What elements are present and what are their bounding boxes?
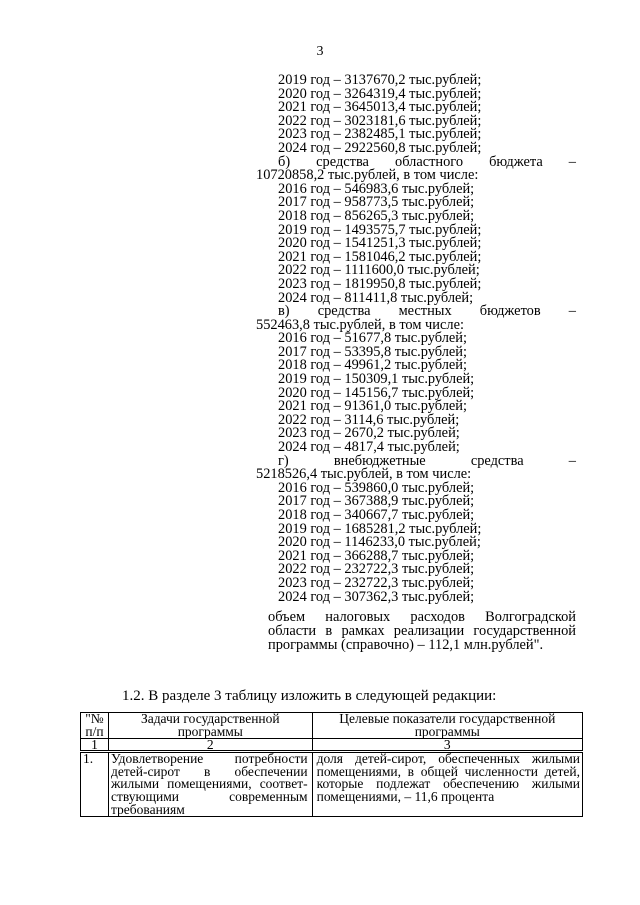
- row-goal: доля детей-сирот, обеспеченных жилыми помещениями, в общей численности детей, которые подлежат обеспечению жилыми помещениями, – 11,6 процента: [312, 752, 582, 817]
- heading-word: средства: [470, 452, 524, 469]
- heading-word: б): [278, 153, 291, 170]
- table-row: [81, 752, 583, 817]
- year-amount-line: 2024 год – 2922560,8 тыс.рублей;: [278, 139, 482, 156]
- heading-word: средства: [317, 303, 371, 320]
- heading-word: –: [568, 303, 576, 320]
- federal-years-list: [268, 74, 576, 156]
- year-amount-line: 2020 год – 1146233,0 тыс.рублей;: [278, 534, 481, 551]
- header-indicators: Целевые показатели государственной программы: [312, 713, 582, 739]
- heading-word: бюджетов: [479, 303, 541, 320]
- year-amount-line: 2019 год – 150309,1 тыс.рублей;: [278, 371, 475, 388]
- tax-expenditure-paragraph: объем налоговых расходов Волгоградской области в рамках реализации государственной программы (справочно) – 112,1 млн.рублей".: [268, 609, 576, 654]
- year-amount-line: 2018 год – 856265,3 тыс.рублей;: [278, 207, 475, 224]
- local-years-list: [268, 332, 576, 454]
- heading-word: бюджета: [489, 153, 543, 170]
- year-amount-line: 2017 год – 367388,9 тыс.рублей;: [278, 493, 475, 510]
- year-amount-line: 2019 год – 3137670,2 тыс.рублей;: [278, 72, 482, 88]
- heading-word: –: [568, 452, 576, 469]
- year-amount-line: 2019 год – 1493575,7 тыс.рублей;: [278, 221, 482, 238]
- local-budget-total: 552463,8 тыс.рублей, в том числе:: [256, 316, 464, 333]
- header-tasks: Задачи государственной программы: [108, 713, 312, 739]
- heading-word: г): [278, 452, 289, 469]
- section-title: 1.2. В разделе 3 таблицу изложить в следующей редакции:: [122, 688, 497, 704]
- year-amount-line: 2023 год – 2382485,1 тыс.рублей;: [278, 126, 482, 143]
- budget-breakdown: [256, 72, 576, 605]
- year-amount-line: 2019 год – 1685281,2 тыс.рублей;: [278, 520, 482, 537]
- year-amount-line: 2023 год – 2670,2 тыс.рублей;: [278, 425, 460, 442]
- offbudget-years-list: [268, 479, 576, 605]
- year-amount-line: 2023 год – 232722,3 тыс.рублей;: [278, 574, 475, 591]
- year-amount-line: 2017 год – 53395,8 тыс.рублей;: [278, 343, 467, 360]
- heading-word: внебюджетные: [333, 452, 426, 469]
- regional-years-list: [268, 180, 576, 306]
- year-amount-line: 2017 год – 958773,5 тыс.рублей;: [278, 194, 475, 211]
- year-amount-line: 2016 год – 539860,0 тыс.рублей;: [278, 479, 475, 496]
- heading-word: местных: [398, 303, 452, 320]
- year-amount-line: 2021 год – 1581046,2 тыс.рублей;: [278, 248, 482, 265]
- row-task: Удовлетворение потребности детей-сирот в обеспечении жилыми помещениями, соответ-ствующими современным требованиям: [108, 752, 312, 817]
- year-amount-line: 2023 год – 1819950,8 тыс.рублей;: [278, 275, 482, 292]
- year-amount-line: 2022 год – 3114,6 тыс.рублей;: [278, 411, 460, 428]
- row-number: 1.: [81, 752, 109, 817]
- year-amount-line: 2018 год – 49961,2 тыс.рублей;: [278, 357, 467, 374]
- year-amount-line: 2016 год – 546983,6 тыс.рублей;: [278, 180, 475, 197]
- header-number: "№ п/п: [81, 713, 109, 739]
- regional-budget-total: 10720858,2 тыс.рублей, в том числе:: [256, 167, 479, 184]
- offbudget-total: 5218526,4 тыс.рублей, в том числе:: [256, 466, 472, 483]
- page-number: 3: [316, 44, 324, 59]
- heading-word: средства: [316, 153, 369, 170]
- col-number-3: 3: [312, 739, 582, 752]
- year-amount-line: 2016 год – 51677,8 тыс.рублей;: [278, 330, 467, 347]
- year-amount-line: 2018 год – 340667,7 тыс.рублей;: [278, 507, 475, 523]
- year-amount-line: 2020 год – 1541251,3 тыс.рублей;: [278, 235, 482, 252]
- year-amount-line: 2022 год – 3023181,6 тыс.рублей;: [278, 112, 482, 129]
- year-amount-line: 2024 год – 307362,3 тыс.рублей;: [278, 588, 475, 605]
- col-number-2: 2: [108, 739, 312, 752]
- year-amount-line: 2024 год – 4817,4 тыс.рублей;: [278, 439, 460, 456]
- year-amount-line: 2024 год – 811411,8 тыс.рублей;: [278, 289, 474, 306]
- year-amount-line: 2021 год – 3645013,4 тыс.рублей;: [278, 99, 482, 116]
- year-amount-line: 2020 год – 3264319,4 тыс.рублей;: [278, 85, 482, 102]
- col-number-1: 1: [81, 739, 109, 752]
- heading-word: в): [278, 303, 290, 320]
- year-amount-line: 2021 год – 366288,7 тыс.рублей;: [278, 547, 475, 564]
- year-amount-line: 2022 год – 1111600,0 тыс.рублей;: [278, 262, 480, 279]
- year-amount-line: 2022 год – 232722,3 тыс.рублей;: [278, 561, 475, 578]
- year-amount-line: 2020 год – 145156,7 тыс.рублей;: [278, 384, 475, 401]
- year-amount-line: 2021 год – 91361,0 тыс.рублей;: [278, 398, 467, 415]
- heading-word: –: [568, 153, 576, 170]
- goals-table: [80, 712, 583, 817]
- heading-word: областного: [395, 153, 464, 170]
